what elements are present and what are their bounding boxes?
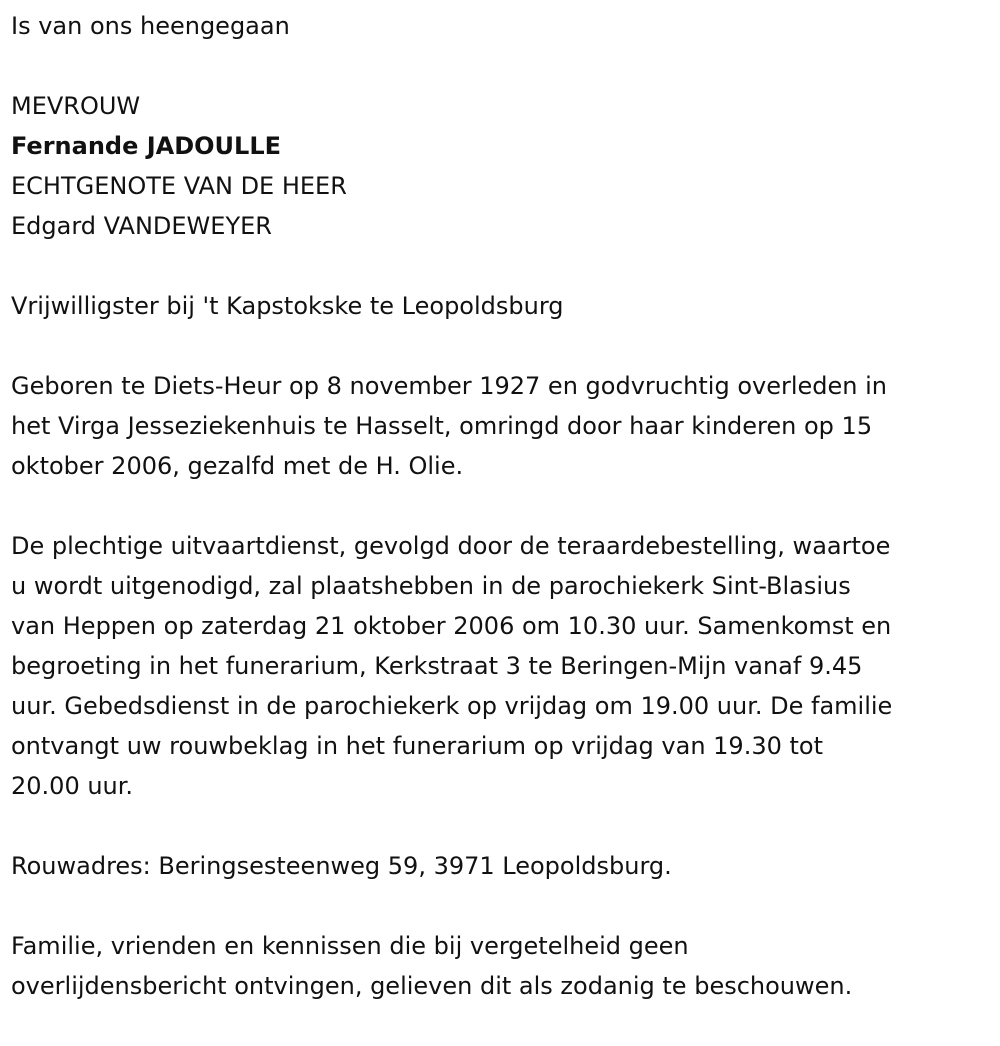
- paragraph-line: uur. Gebedsdienst in de parochiekerk op vrijdag om 19.00 uur. De familie: [11, 692, 893, 720]
- paragraph-line: Familie, vrienden en kennissen die bij vergetelheid geen: [11, 932, 689, 960]
- mourning-address: Rouwadres: Beringsesteenweg 59, 3971 Leopoldsburg.: [11, 852, 672, 880]
- paragraph-line: De plechtige uitvaartdienst, gevolgd door de teraardebestelling, waartoe: [11, 532, 891, 560]
- deceased-name: Fernande JADOULLE: [11, 132, 282, 160]
- title-prefix: MEVROUW: [11, 92, 141, 120]
- spacer: [11, 326, 991, 366]
- spacer: [11, 246, 991, 286]
- spouse-name: Edgard VANDEWEYER: [11, 212, 272, 240]
- paragraph-line: Geboren te Diets-Heur op 8 november 1927 en godvruchtig overleden in: [11, 372, 887, 400]
- spacer: [11, 806, 991, 846]
- funeral-paragraph: [11, 526, 991, 806]
- paragraph-line: begroeting in het funerarium, Kerkstraat 3 te Beringen-Mijn vanaf 9.45: [11, 652, 863, 680]
- birth-death-paragraph: [11, 366, 991, 486]
- paragraph-line: oktober 2006, gezalfd met de H. Olie.: [11, 452, 464, 480]
- spouse-relation: ECHTGENOTE VAN DE HEER: [11, 172, 347, 200]
- volunteer-note: Vrijwilligster bij 't Kapstokske te Leopoldsburg: [11, 292, 564, 320]
- paragraph-line: het Virga Jesseziekenhuis te Hasselt, omringd door haar kinderen op 15: [11, 412, 873, 440]
- obituary-notice: [11, 6, 991, 1006]
- closing-paragraph: [11, 926, 991, 1006]
- paragraph-line: van Heppen op zaterdag 21 oktober 2006 om 10.30 uur. Samenkomst en: [11, 612, 892, 640]
- paragraph-line: overlijdensbericht ontvingen, gelieven dit als zodanig te beschouwen.: [11, 972, 853, 1000]
- paragraph-line: 20.00 uur.: [11, 772, 134, 800]
- intro-line: Is van ons heengegaan: [11, 12, 290, 40]
- spacer: [11, 486, 991, 526]
- spacer: [11, 886, 991, 926]
- paragraph-line: u wordt uitgenodigd, zal plaatshebben in de parochiekerk Sint-Blasius: [11, 572, 851, 600]
- spacer: [11, 46, 991, 86]
- paragraph-line: ontvangt uw rouwbeklag in het funerarium op vrijdag van 19.30 tot: [11, 732, 824, 760]
